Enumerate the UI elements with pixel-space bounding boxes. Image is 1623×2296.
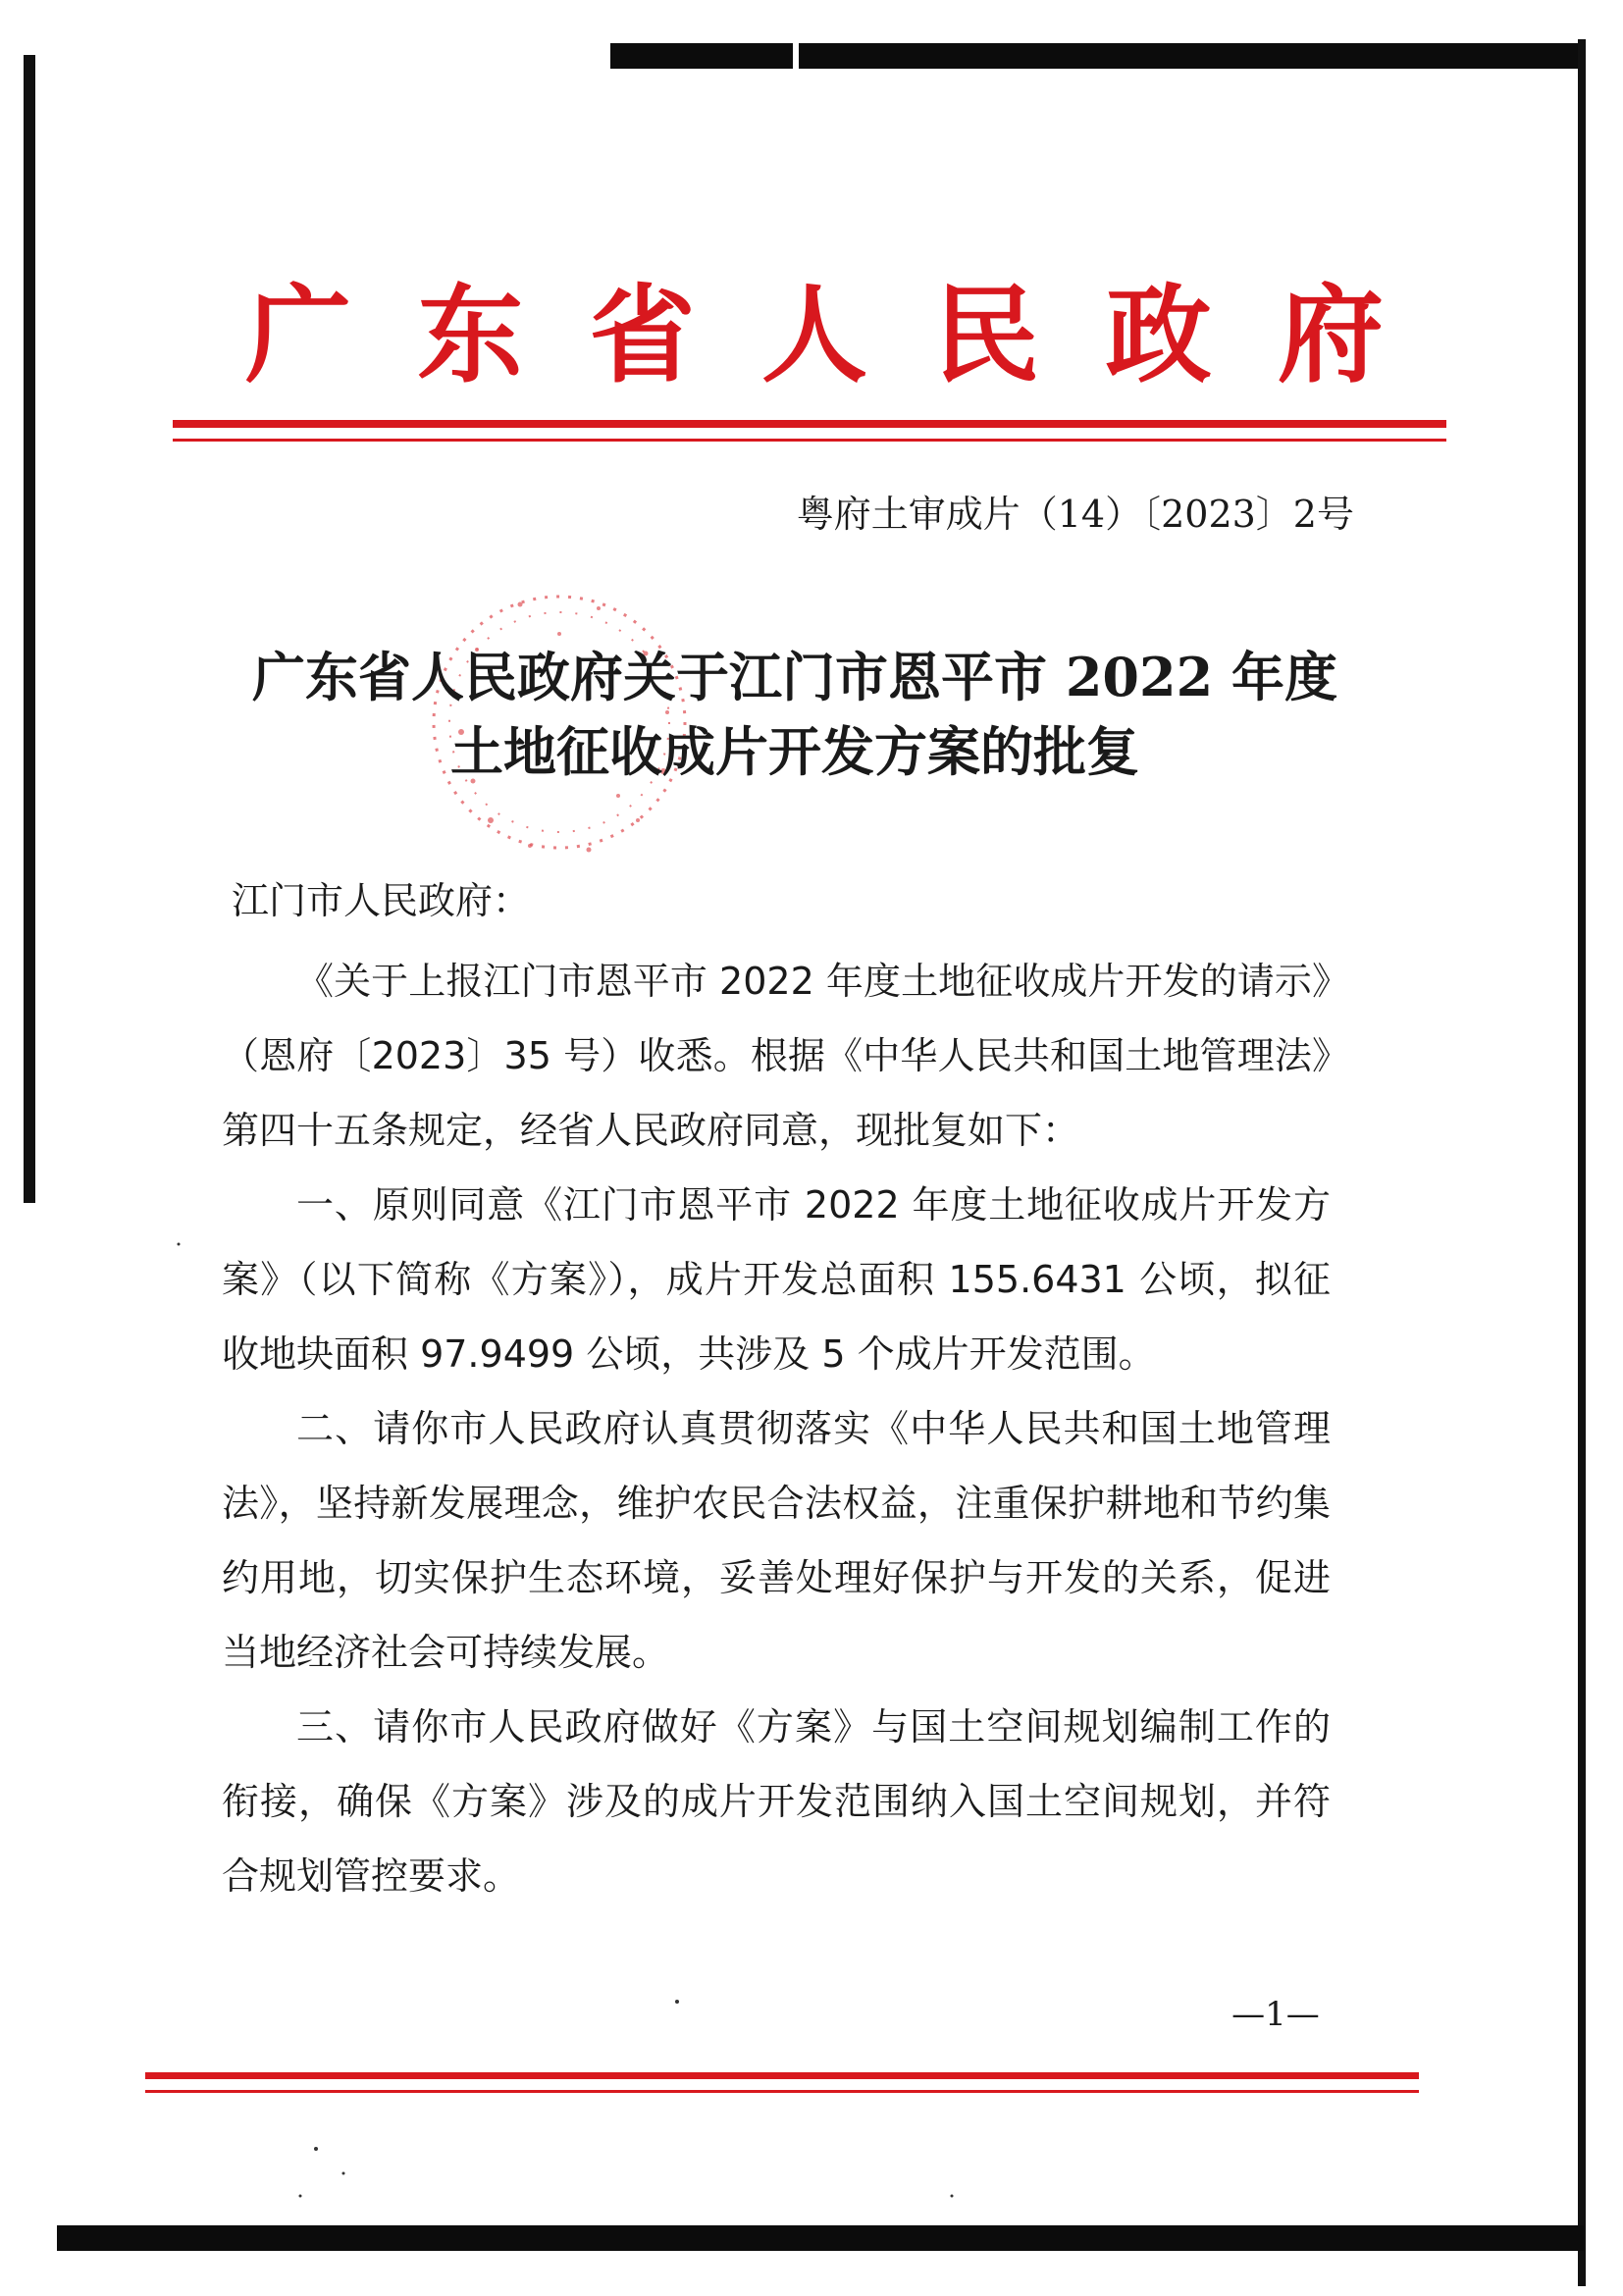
footer-red-rule-thick [145,2072,1419,2079]
page-number: —1— [1231,1995,1320,2034]
scan-border-right [1578,39,1586,2286]
header-char: 省 [589,274,696,397]
document-number: 粤府土审成片（14）〔2023〕2号 [796,493,1354,536]
issuing-authority-header [245,257,1384,414]
scan-border-bottom [57,2225,1584,2251]
header-char: 政 [1105,274,1212,397]
header-red-rule-thin [173,439,1446,442]
title-line-2: 土地征收成片开发方案的批复 [450,720,1139,783]
footer-red-rule-thin [145,2090,1419,2093]
header-char: 人 [760,274,867,397]
header-char: 府 [1277,274,1384,397]
scan-border-gap [793,43,799,69]
scan-border-left [24,55,35,1203]
header-char: 东 [417,274,524,397]
body-paragraph: 一、原则同意《江门市恩平市 2022 年度土地征收成片开发方案》（以下简称《方案》），成片开发总面积 155.6431 公顷，拟征收地块面积 97.9499 公顷，共涉及 5 个成片开发范围。 [222,1183,1331,1376]
body-paragraph: 三、请你市人民政府做好《方案》与国土空间规划编制工作的衔接，确保《方案》涉及的成片开发范围纳入国土空间规划，并符合规划管控要求。 [222,1705,1331,1898]
header-red-rule-thick [173,420,1446,428]
header-char: 广 [245,274,352,397]
body-paragraph: 二、请你市人民政府认真贯彻落实《中华人民共和国土地管理法》，坚持新发展理念，维护农民合法权益，注重保护耕地和节约集约用地，切实保护生态环境，妥善处理好保护与开发的关系，促进当地经济社会可持续发展。 [222,1407,1331,1674]
title-line-1: 广东省人民政府关于江门市恩平市 2022 年度 [252,646,1337,708]
scan-border-top [610,43,1582,69]
addressee: 江门市人民政府： [232,879,531,922]
header-char: 民 [933,274,1040,397]
document-title [177,640,1413,789]
document-body [222,863,1331,1913]
body-paragraph: 《关于上报江门市恩平市 2022 年度土地征收成片开发的请示》（恩府〔2023〕35 号）收悉。根据《中华人民共和国土地管理法》第四十五条规定，经省人民政府同意，现批复如下： [222,960,1331,1152]
